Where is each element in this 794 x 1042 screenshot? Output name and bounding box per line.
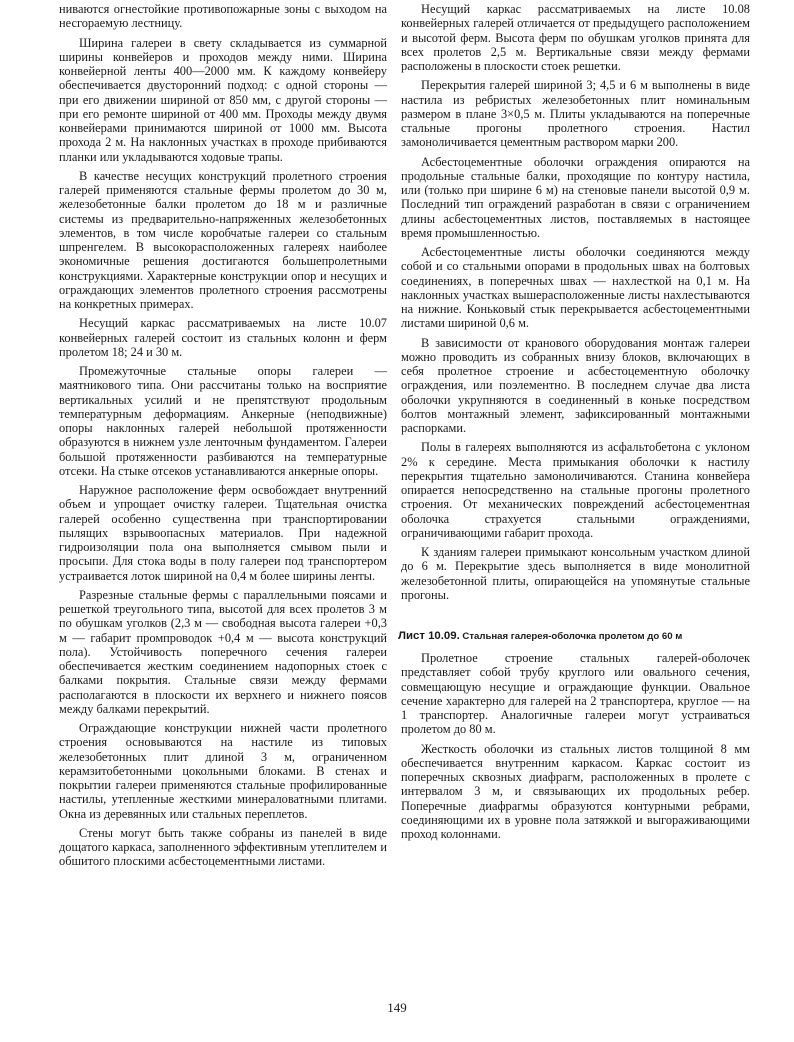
section-title: Стальная галерея-оболочка пролетом до 60 м (462, 631, 683, 642)
paragraph: Ограждающие конструкции нижней части пролетного строения основываются на настиле из типовых железобетонных плит длиной 3 м, ограниченном керамзитобетонными цокольными блоками. В стенах и покрытии галереи применяются стальные профилированные настилы, утепленные жесткими минераловатными плитами. Окна из деревянных или стальных переплетов. (59, 721, 387, 821)
section-heading (398, 630, 750, 643)
paragraph: Наружное расположение ферм освобождает внутренний объем и упрощает очистку галереи. Тщательная очистка галерей особенно существенна при транспортировании пылящих взрывоопасных материалов. При надежной гидроизоляции пола она выполняется смывом пыли и просыпи. Для стока воды в полу галереи под транспортером устраивается лоток шириной на 0,4 м более ширины ленты. (59, 483, 387, 583)
paragraph: Полы в галереях выполняются из асфальтобетона с уклоном 2% к середине. Места примыкания оболочки к настилу перекрытия тщательно замоноличиваются. Станина конвейера опирается непосредственно на стальные прогоны пролетного строения. От механических повреждений асбестоцементная оболочка страхуется стальными ограждениями, ограничивающими габарит прохода. (401, 440, 750, 540)
page-number: 149 (387, 1000, 407, 1015)
paragraph: Асбестоцементные оболочки ограждения опираются на продольные стальные балки, проходящие по контуру настила, или (только при ширине 6 м) на стеновые панели высотой 0,9 м. Последний тип ограждений разработан в связи с ограничением длины асбестоцементных листов, поставляемых в настоящее время промышленностью. (401, 154, 750, 240)
paragraph: Разрезные стальные фермы с параллельными поясами и решеткой треугольного типа, высотой для всех пролетов 3 м по обушкам уголков (2,3 м — свободная высота галереи +0,3 м — габарит промпроводок +0,4 м — высота конструкций пола). Устойчивость поперечного сечения галереи обеспечивается жестким соединением надопорных стоек с балками покрытия. Стальные связи между фермами располагаются в плоскости их верхнего и нижнего поясов между балками перекрытий. (59, 587, 387, 716)
paragraph: ниваются огнестойкие противопожарные зоны с выходом на несгораемую лестницу. (59, 2, 387, 31)
paragraph: Ширина галереи в свету складывается из суммарной ширины конвейеров и проходов между ними. Ширина конвейерной ленты 400—2000 мм. К каждому конвейеру обеспечивается двусторонний подход: с одной стороны — при его движении шириной от 850 мм, с другой стороны — при его ремонте шириной от 400 мм. Проходы между двумя конвейерами принимаются шириной от 1000 мм. Высота прохода 2 м. На наклонных участках в проходе прибиваются планки или укладываются ходовые трапы. (59, 35, 387, 164)
paragraph: Промежуточные стальные опоры галереи — маятникового типа. Они рассчитаны только на восприятие вертикальных усилий и не препятствуют продольным температурным деформациям. Анкерные (неподвижные) опоры наклонных галерей небольшой протяженности образуются в нижнем узле ленточным фундаментом. Галереи большой протяженности разбиваются на температурные отсеки. На стыке отсеков устанавливаются анкерные опоры. (59, 364, 387, 478)
paragraph: Стены могут быть также собраны из панелей в виде дощатого каркаса, заполненного эффективным утеплителем и обшитого плоскими асбестоцементными листами. (59, 825, 387, 869)
paragraph: Пролетное строение стальных галерей-оболочек представляет собой трубу круглого или овального сечения, совмещающую несущие и ограждающие функции. Овальное сечение характерно для галерей на 2 транспортера, круглое — на 1 транспортер. Аналогичные галереи могут устраиваться пролетом до 80 м. (401, 651, 750, 737)
paragraph: Перекрытия галерей шириной 3; 4,5 и 6 м выполнены в виде настила из ребристых железобетонных плит номинальным размером в плане 3×0,5 м. Плиты укладываются на поперечные стальные прогоны пролетного строения. Настил замоноличивается цементным раствором марки 200. (401, 78, 750, 150)
paragraph: Жесткость оболочки из стальных листов толщиной 8 мм обеспечивается внутренним каркасом. Каркас состоит из поперечных сквозных диафрагм, расположенных в пролете с интервалом 3 м, и связывающих их продольных ребер. Поперечные диафрагмы образуются контурными ребрами, соединяющими их в уровне пола затяжкой и выгораживающими проход колоннами. (401, 741, 750, 841)
paragraph: К зданиям галереи примыкают консольным участком длиной до 6 м. Перекрытие здесь выполняется в виде монолитной железобетонной плиты, опирающейся на упомянутые стальные прогоны. (401, 545, 750, 602)
left-column (59, 2, 387, 869)
section-sheet-label: Лист 10.09. (398, 630, 460, 642)
paragraph: Асбестоцементные листы оболочки соединяются между собой и со стальными опорами в продольных швах на болтовых соединениях, в поперечных швах — нахлесткой на 0,1 м. На наклонных участках вышерасположенные листы нахлестываются на нижние. Коньковый стык перекрывается асбестоцементными листами шириной 0,6 м. (401, 245, 750, 331)
paragraph: Несущий каркас рассматриваемых на листе 10.08 конвейерных галерей отличается от предыдущего расположением и высотой ферм. Высота ферм по обушкам уголков принята для всех пролетов 2,5 м. Вертикальные связи между фермами расположены в плоскости стоек решетки. (401, 2, 750, 73)
paragraph: В качестве несущих конструкций пролетного строения галерей применяются стальные фермы пролетом до 30 м, железобетонные балки пролетом до 18 м и различные системы из предварительно-напряженных железобетонных элементов, в том числе коробчатые галереи со стальным шпренгелем. В высокорасположенных галереях наиболее экономичные решения достигаются большепролетными конструкциями. Характерные конструкции опор и несущих и ограждающих элементов пролетного строения рассмотрены на конкретных примерах. (59, 168, 387, 311)
right-column (398, 2, 750, 841)
paragraph: Несущий каркас рассматриваемых на листе 10.07 конвейерных галерей состоит из стальных колонн и ферм пролетом 18; 24 и 30 м. (59, 316, 387, 359)
paragraph: В зависимости от кранового оборудования монтаж галереи можно проводить из собранных внизу блоков, включающих в себя пролетное строение и асбестоцементную оболочку ограждения, или поэлементно. В последнем случае два листа оболочки укрупняются в соединенный в коньке посредством болтов монтажный элемент, зафиксированный монтажными распорками. (401, 335, 750, 435)
